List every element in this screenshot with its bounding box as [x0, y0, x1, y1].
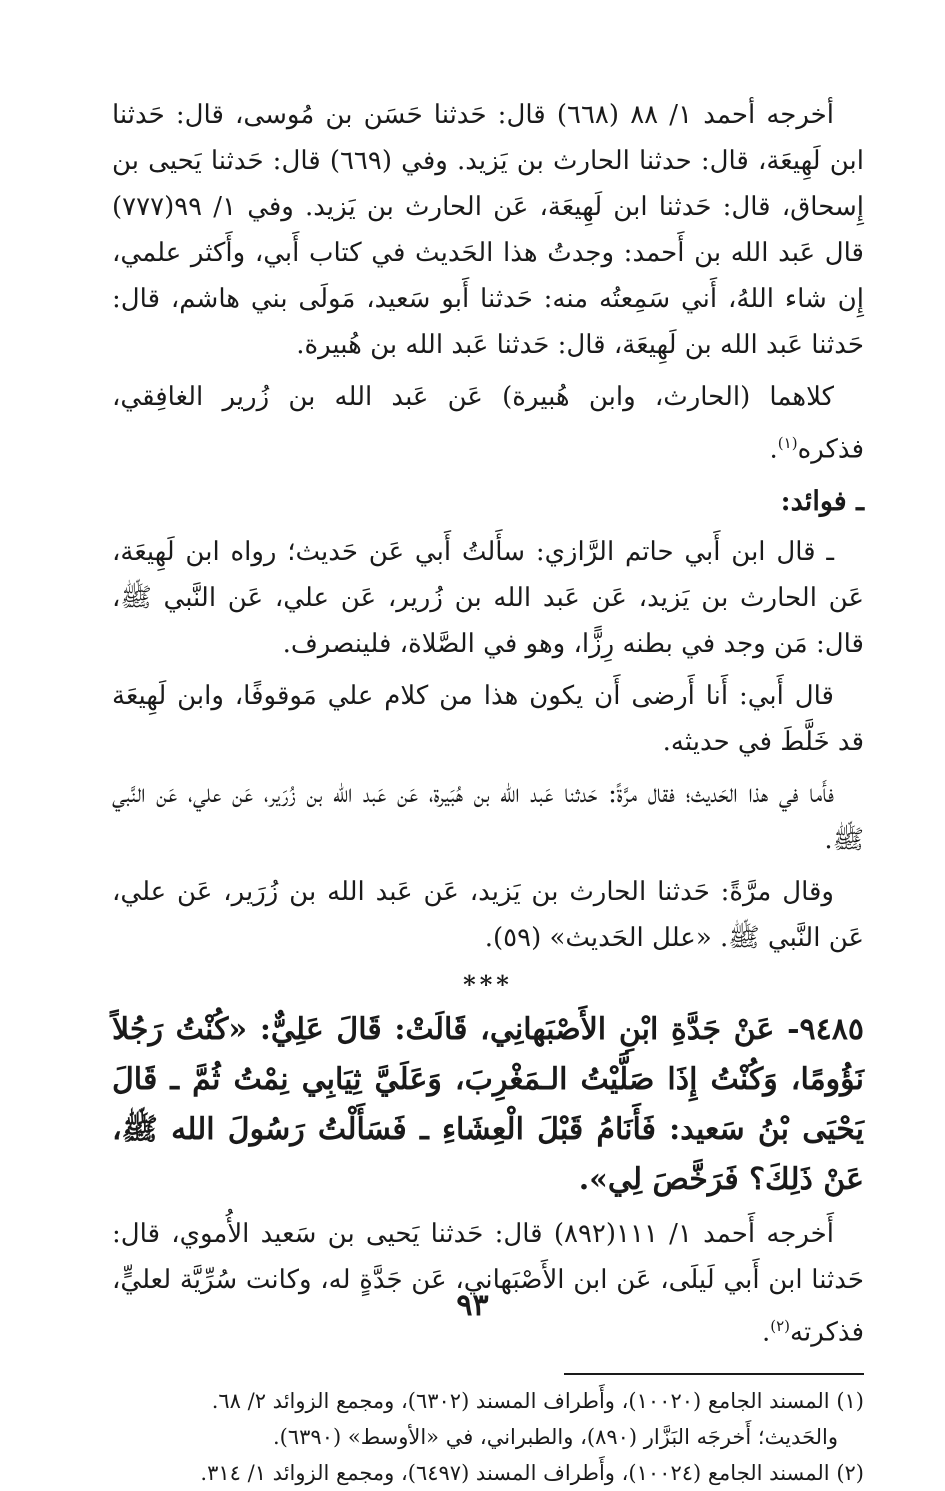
paragraph-abu-hatim: ـ قال ابن أَبي حاتم الرَّازي: سأَلتُ أَبي عَن حَديث؛ رواه ابن لَهِيعَة، عَن الحارث بن يَزيد، عَن عَبد الله بن زُرير، عَن علي، عَن النَّبي ﷺ، قال: مَن وجد في بطنه رِزًّا، وهو في الصَّلاة، فلينصرف. — [112, 536, 864, 659]
paragraph-takhrij-hadith-text: أَخرجه أَحمد ١/ ١١١(٨٩٢) قال: حَدثنا يَحيى بن سَعيد الأُموي، قال: حَدثنا ابن أَبي لَيلَى، عَن ابن الأَصْبَهاني، عَن جَدَّةٍ له، وكانت سُرِّيَّة لعليٍّ، فذكرته — [112, 1218, 864, 1348]
footnote-2: (٢) المسند الجامع (١٠٠٢٤)، وأَطراف المسند (٦٤٩٧)، ومجمع الزوائد ١/ ٣١٤. — [200, 1461, 864, 1486]
footnote-ref-1: (١) — [777, 434, 798, 452]
paragraph-both-narrators-text: كلاهما (الحارث، وابن هُبيرة) عَن عَبد الله بن زُرير الغافِقي، فذكره — [112, 382, 864, 465]
hadith-text-9485: ٩٤٨٥- عَنْ جَدَّةِ ابْنِ الأَصْبَهانِي، قَالَتْ: قَالَ عَلِيٌّ: «كُنْتُ رَجُلاً نَؤُومًا، وَكُنْتُ إِذَا صَلَّيْتُ الـمَغْرِبَ، وَعَلَيَّ ثِيَابِي نِمْتُ ثُمَّ ـ قَالَ يَحْيَى بْنُ سَعيد: فَأَنَامُ قَبْلَ الْعِشَاءِ ـ فَسَأَلْتُ رَسُولَ الله ﷺ، عَنْ ذَلِكَ؟ فَرَخَّصَ لِي». — [112, 1011, 864, 1197]
footnote-1-continued: والحَديث؛ أَخرجَه البَزَّار (٨٩٠)، والطبراني، في «الأوسط» (٦٣٩٠). — [272, 1425, 838, 1450]
page-content — [112, 92, 864, 1491]
footnote-divider — [564, 1373, 864, 1375]
paragraph-both-narrators: كلاهما (الحارث، وابن هُبيرة) عَن عَبد الله بن زُرير الغافِقي، فذكره$^{(١)}$. — [112, 382, 864, 465]
footnote-ref-2: (٢) — [770, 1316, 791, 1335]
paragraph-another-time: وقال مرَّةً: حَدثنا الحارث بن يَزيد، عَن عَبد الله بن زُرَير، عَن علي، عَن النَّبي ﷺ. «علل الحَديث» (٥٩). — [112, 876, 864, 953]
section-separator-stars: *** — [463, 969, 513, 999]
paragraph-takhrij-hadith: أَخرجه أَحمد ١/ ١١١(٨٩٢) قال: حَدثنا يَحيى بن سَعيد الأُموي، قال: حَدثنا ابن أَبي لَيلَى، عَن ابن الأَصْبَهاني، عَن جَدَّةٍ له، وكانت سُرِّيَّة لعليٍّ، فذكرته$^{(٢)}$. — [112, 1218, 864, 1348]
paragraph-my-father-said: قال أَبي: أَنا أَرضى أَن يكون هذا من كلام علي مَوقوفًا، وابن لَهِيعَة قد خَلَّطَ في حديثه. — [112, 680, 864, 757]
section-heading-benefits: ـ فوائد: — [780, 485, 864, 517]
footnote-1: (١) المسند الجامع (١٠٠٢٠)، وأَطراف المسند (٦٣٠٢)، ومجمع الزوائد ٢/ ٦٨. — [211, 1389, 864, 1414]
paragraph-once-said: فأَما في هذا الحَديث؛ فقال مرَّةً: حَدثنا عَبد الله بن هُبَيرة، عَن عَبد الله بن زُرَير، عَن علي، عَن النَّبي ﷺ. — [112, 778, 864, 855]
paragraph-takhrij-ahmad: أخرجه أحمد ١/ ٨٨ (٦٦٨) قال: حَدثنا حَسَن بن مُوسى، قال: حَدثنا ابن لَهِيعَة، قال: حدثنا الحارث بن يَزيد. وفي (٦٦٩) قال: حَدثنا يَحيى بن إِسحاق، قال: حَدثنا ابن لَهِيعَة، عَن الحارث بن يَزيد. وفي ١/ ٩٩(٧٧٧) قال عَبد الله بن أَحمد: وجدتُ هذا الحَديث في كتاب أَبي، وأَكثر علمي، إِن شاء اللهُ، أَني سَمِعتُه منه: حَدثنا أَبو سَعيد، مَولَى بني هاشم، قال: حَدثنا عَبد الله بن لَهِيعَة، قال: حَدثنا عَبد الله بن هُبيرة. — [112, 100, 864, 360]
page-number: ٩٣ — [456, 1288, 489, 1323]
